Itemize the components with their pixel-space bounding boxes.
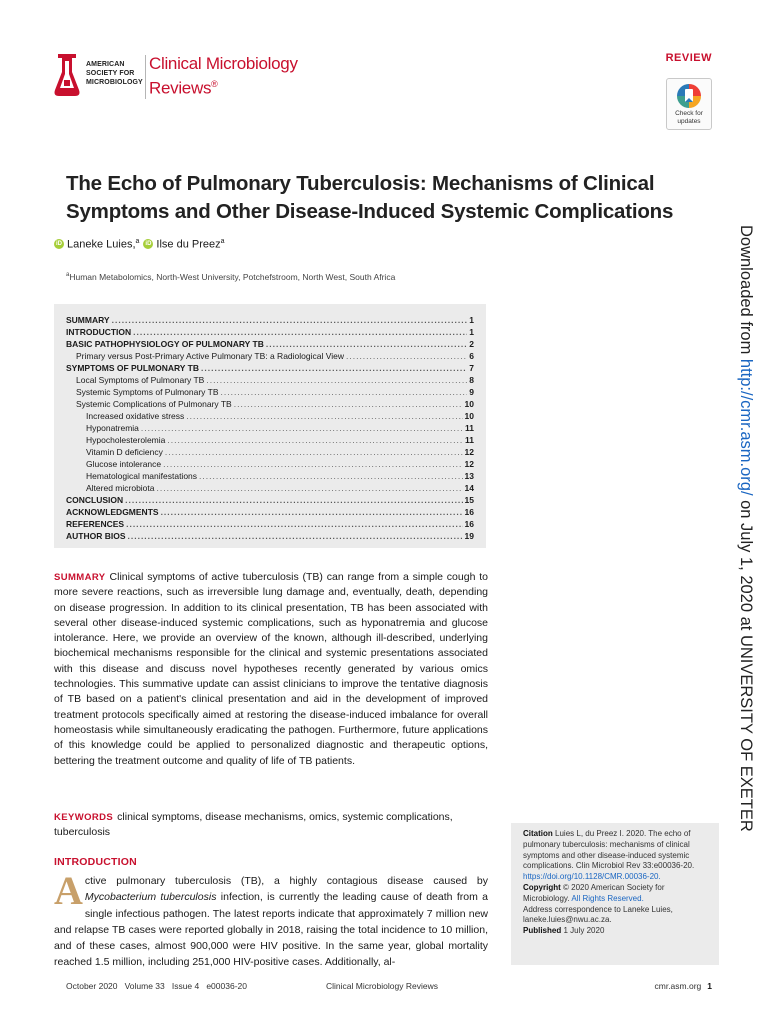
check-for-updates-badge[interactable] [666,78,712,130]
society-name [86,60,143,87]
toc-entry[interactable]: Altered microbiota ..... 14 [66,482,474,494]
toc-entry[interactable]: BASIC PATHOPHYSIOLOGY OF PULMONARY TB ..... 2 [66,338,474,350]
orcid-icon[interactable]: iD [56,241,62,248]
toc-entry[interactable]: Primary versus Post-Primary Active Pulmonary TB: a Radiological View ..... 6 [66,350,474,362]
badge-text-line-2: updates [677,118,701,125]
orcid-icon[interactable]: iD [145,241,152,248]
author-name-text[interactable]: Ilse du Preez [156,238,221,251]
summary-heading: SUMMARY [54,572,106,583]
introduction-text: ctive pulmonary tuberculosis (TB), a highly contagious disease caused by [84,875,488,887]
download-link[interactable]: http://cmr.asm.org/ [737,358,755,496]
toc-entry[interactable]: Increased oxidative stress ..... 10 [66,410,474,422]
registered-mark: ® [211,79,218,89]
download-prefix: Downloaded from [737,225,755,359]
copyright-entry [523,883,707,905]
toc-entry[interactable]: Hypocholesterolemia ..... 11 [66,434,474,446]
article-title: The Echo of Pulmonary Tuberculosis: Mechanisms of Clinical Symptoms and Other Disease-Induced Systemic Complications [66,172,674,223]
crossmark-icon [676,83,702,109]
toc-entry[interactable]: CONCLUSION ..... 15 [66,494,474,506]
download-suffix: on July 1, 2020 at UNIVERSITY OF EXETER [737,495,755,832]
citation-entry [523,829,707,883]
society-line-2: SOCIETY FOR [86,70,135,77]
toc-entry[interactable]: AUTHOR BIOS ..... 19 [66,530,474,542]
page-number: 1 [707,981,712,991]
toc-entry[interactable]: Hematological manifestations ..... 13 [66,470,474,482]
toc-entry[interactable]: SYMPTOMS OF PULMONARY TB ..... 7 [66,362,474,374]
published-entry [523,926,707,937]
toc-entry[interactable]: Hyponatremia ..... 11 [66,422,474,434]
toc-entry[interactable]: Glucose intolerance ..... 12 [66,458,474,470]
logo-divider [145,55,146,99]
introduction-heading: INTRODUCTION [54,856,137,868]
citation-text: Luies L, du Preez I. 2020. The echo of pulmonary tuberculosis: mechanisms of clinical symptoms and other disease-induced systemic complications. Clin Microbiol Rev 33:e00036-20. [523,829,695,871]
journal-title-line-1: Clinical Microbiology [149,54,298,73]
toc-entry[interactable]: Local Symptoms of Pulmonary TB ..... 8 [66,374,474,386]
summary-paragraph [54,570,488,769]
footer-issue-info: October 2020 Volume 33 Issue 4 e00036-20 [66,981,247,991]
copyright-text: © 2020 American Society for Microbiology. [523,882,665,903]
article-type-label: REVIEW [665,52,712,64]
introduction-paragraph [54,868,488,971]
toc-entry[interactable]: Vitamin D deficiency ..... 12 [66,446,474,458]
published-label: Published [523,926,562,936]
author-name [67,238,139,251]
citation-label: Citation [523,829,553,838]
affiliation-text: Human Metabolomics, North-West University, Potchefstroom, North West, South Africa [69,272,396,282]
doi-link[interactable]: https://doi.org/10.1128/CMR.00036-20. [523,872,661,882]
toc-entry[interactable]: ACKNOWLEDGMENTS ..... 16 [66,506,474,518]
society-line-3: MICROBIOLOGY [86,79,143,86]
toc-entry[interactable]: REFERENCES ..... 16 [66,518,474,530]
footer-site-link[interactable]: cmr.asm.org [654,981,702,991]
published-date: 1 July 2020 [563,926,605,936]
asm-logo-icon [52,52,82,98]
author-affiliation-mark: a [220,238,225,245]
footer-journal-name: Clinical Microbiology Reviews [326,981,438,991]
summary-text: Clinical symptoms of active tuberculosis (TB) can range from a simple cough to more severe reactions, such as irreversible lung damage and, eventually, death, depending on disease progression. In addition to its clinical presentation, TB has been associated with several other disease-induced systemic complications, such as hyponatremia and glucose intolerance. Here, we provide an overview of the known, although ill-described, underlying biochemical mechanisms responsible for the clinical and systemic presentations associated with this disease and discuss novel hypotheses recently generated by various omics technologies. This summative update can assist clinicians to improve the tentative diagnosis of TB based on a patient's clinical presentation and aid in the development of improved treatment protocols specifically aimed at restoring the disease-induced imbalance for overall homeostasis while simultaneously eradicating the pathogen. Furthermore, future applications of this knowledge could be applied to personalized diagnostic and therapeutic options, bettering the treatment outcome and quality of life of TB patients. [54,571,488,767]
author-name-text[interactable]: Laneke Luies, [67,238,136,251]
table-of-contents [54,304,486,548]
toc-entry[interactable]: INTRODUCTION ..... 1 [66,326,474,338]
keywords-paragraph [54,810,488,840]
badge-text-line-1: Check for [675,110,703,117]
citation-box [511,823,719,965]
toc-entry[interactable]: Systemic Complications of Pulmonary TB ..... 10 [66,398,474,410]
drop-cap: A [54,868,83,913]
affiliation [66,272,395,282]
journal-title-line-2: Reviews [149,78,212,98]
author-affiliation-mark: a [135,238,140,245]
toc-entry[interactable]: SUMMARY ..... 1 [66,314,474,326]
affiliation-mark: a [66,272,70,279]
journal-title [149,54,298,99]
author-name [156,238,224,251]
society-line-1: AMERICAN [86,61,125,68]
footer-site [655,981,713,991]
introduction-text-continued: infection, is currently the leading cause of death from a single infectious pathogen. The latest reports indicate that approximately 7 million new and relapse TB cases were reported globally in 2018, raising the total incidence to 10 million, and of these cases, almost 900,000 were HIV positive. In the same year, global mortality reached 1.5 million, including 251,000 HIV-positive cases. Additionally, al- [54,891,488,969]
download-watermark [731,225,761,832]
author-list [54,238,229,251]
correspondence-text: Address correspondence to Laneke Luies, laneke.luies@nwu.ac.za. [523,904,673,925]
download-watermark-text [735,225,757,832]
rights-link[interactable]: All Rights Reserved. [571,893,644,903]
keywords-text: clinical symptoms, disease mechanisms, omics, systemic complications, tuberculosis [54,811,453,838]
species-name: Mycobacterium tuberculosis [84,891,217,904]
keywords-heading: KEYWORDS [54,812,114,823]
toc-entry[interactable]: Systemic Symptoms of Pulmonary TB ..... 9 [66,386,474,398]
copyright-label: Copyright [523,882,561,892]
